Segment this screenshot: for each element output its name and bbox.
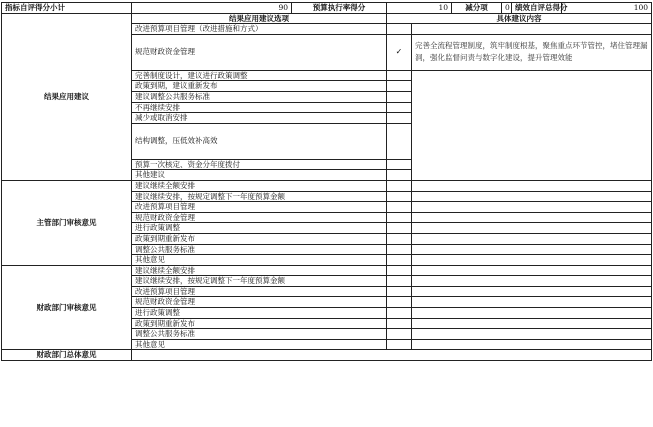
checkbox-cell[interactable] [387, 191, 412, 202]
option-item: 减少或取消安排 [132, 113, 387, 124]
checkbox-cell[interactable] [387, 24, 412, 35]
option-item: 建议继续安排，按规定调整下一年度预算金额 [132, 191, 387, 202]
option-item: 建议继续全额安排 [132, 180, 387, 191]
content-cell[interactable] [412, 308, 652, 319]
checkbox-cell[interactable] [387, 159, 412, 170]
checkbox-cell[interactable] [387, 212, 412, 223]
content-cell[interactable] [412, 286, 652, 297]
option-item: 其他意见 [132, 339, 387, 350]
section-label-dept-review: 主管部门审核意见 [2, 180, 132, 265]
checkbox-cell[interactable] [387, 276, 412, 287]
content-cell[interactable] [412, 265, 652, 276]
content-cell[interactable] [412, 276, 652, 287]
checkbox-checked[interactable]: ✓ [387, 34, 412, 70]
option-item: 结构调整，压低效补高效 [132, 123, 387, 159]
option-item: 调整公共服务标准 [132, 244, 387, 255]
content-cell[interactable] [412, 339, 652, 350]
total-score-label: 绩效自评总得分 [512, 3, 562, 14]
evaluation-form [1, 2, 651, 361]
checkbox-cell[interactable] [387, 297, 412, 308]
checkbox-cell[interactable] [387, 244, 412, 255]
checkbox-cell[interactable] [387, 329, 412, 340]
option-item: 政策到期重新发布 [132, 233, 387, 244]
content-cell[interactable] [412, 202, 652, 213]
execution-rate-value: 10 [387, 3, 452, 14]
checkbox-cell[interactable] [387, 233, 412, 244]
option-item: 建议继续全额安排 [132, 265, 387, 276]
header-options: 结果应用建议选项 [132, 13, 387, 24]
option-item: 改进预算项目管理 [132, 202, 387, 213]
option-item: 规范财政资金管理 [132, 34, 387, 70]
option-item: 改进预算项目管理（改进措施和方式） [132, 24, 387, 35]
deduction-value: 0 [502, 3, 512, 14]
content-cell[interactable] [412, 233, 652, 244]
checkbox-cell[interactable] [387, 113, 412, 124]
summary-row [2, 3, 652, 14]
content-cell[interactable] [412, 318, 652, 329]
checkbox-cell[interactable] [387, 180, 412, 191]
option-item: 其他意见 [132, 255, 387, 266]
checkbox-cell[interactable] [387, 286, 412, 297]
option-item: 进行政策调整 [132, 308, 387, 319]
option-item: 规范财政资金管理 [132, 297, 387, 308]
content-cell[interactable] [412, 180, 652, 191]
total-score-value: 100 [562, 3, 652, 14]
checkbox-cell[interactable] [387, 170, 412, 181]
content-cell[interactable] [412, 255, 652, 266]
checkbox-cell[interactable] [387, 202, 412, 213]
finance-overall-content[interactable] [132, 350, 652, 361]
option-item: 调整公共服务标准 [132, 329, 387, 340]
content-cell[interactable] [412, 223, 652, 234]
deduction-label: 减分项 [452, 3, 502, 14]
checkbox-cell[interactable] [387, 102, 412, 113]
table-row [2, 265, 652, 276]
option-item: 政策到期重新发布 [132, 318, 387, 329]
option-item: 规范财政资金管理 [132, 212, 387, 223]
table-row [2, 180, 652, 191]
evaluation-table [1, 2, 652, 361]
score-subtotal-value: 90 [132, 3, 292, 14]
content-cell[interactable] [412, 70, 652, 180]
option-item: 建议继续安排，按规定调整下一年度预算金额 [132, 276, 387, 287]
option-item: 进行政策调整 [132, 223, 387, 234]
table-row [2, 350, 652, 361]
checkbox-cell[interactable] [387, 123, 412, 159]
checkbox-cell[interactable] [387, 81, 412, 92]
option-item: 不再继续安排 [132, 102, 387, 113]
checkbox-cell[interactable] [387, 70, 412, 81]
content-cell[interactable] [412, 244, 652, 255]
content-cell[interactable] [412, 329, 652, 340]
header-row [2, 13, 652, 24]
section-label-finance-overall: 财政部门总体意见 [2, 350, 132, 361]
option-item: 改进预算项目管理 [132, 286, 387, 297]
checkbox-cell[interactable] [387, 223, 412, 234]
checkbox-cell[interactable] [387, 91, 412, 102]
content-cell[interactable] [412, 24, 652, 35]
section-label-finance-review: 财政部门审核意见 [2, 265, 132, 350]
execution-rate-label: 预算执行率得分 [292, 3, 387, 14]
option-item: 政策到期，建议重新发布 [132, 81, 387, 92]
content-text[interactable]: 完善全流程管理制度，筑牢制度根基，聚焦重点环节管控，堵住管理漏洞，强化监督问责与数字化建设，提升管理效能 [412, 34, 652, 70]
score-subtotal-label: 指标自评得分小计 [2, 3, 132, 14]
checkbox-cell[interactable] [387, 339, 412, 350]
option-item: 预算一次核定、资金分年度拨付 [132, 159, 387, 170]
checkbox-cell[interactable] [387, 308, 412, 319]
checkbox-cell[interactable] [387, 255, 412, 266]
content-cell[interactable] [412, 212, 652, 223]
option-item: 其他建议 [132, 170, 387, 181]
content-cell[interactable] [412, 191, 652, 202]
option-item: 建议调整公共服务标准 [132, 91, 387, 102]
section-label-result-application: 结果应用建议 [2, 13, 132, 180]
option-item: 完善制度设计，建议进行政策调整 [132, 70, 387, 81]
header-content: 具体建议内容 [387, 13, 652, 24]
checkbox-cell[interactable] [387, 318, 412, 329]
content-cell[interactable] [412, 297, 652, 308]
checkbox-cell[interactable] [387, 265, 412, 276]
